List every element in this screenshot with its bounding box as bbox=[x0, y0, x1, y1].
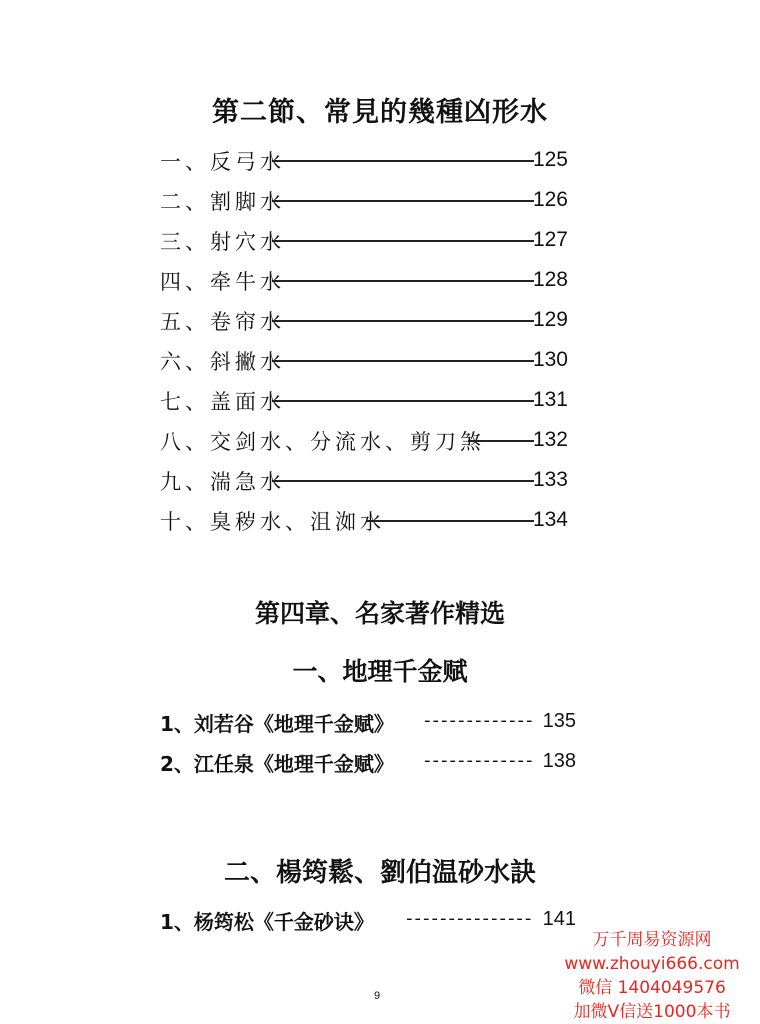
leader-line bbox=[272, 200, 534, 202]
toc-page: 127 bbox=[532, 228, 568, 251]
toc-label: 2、江任泉《地理千金赋》 bbox=[160, 752, 394, 776]
toc-row[interactable] bbox=[160, 426, 580, 456]
watermark-line: 万千周易资源网 bbox=[592, 930, 712, 950]
toc-row[interactable] bbox=[160, 906, 590, 936]
toc-label: 二、割脚水 bbox=[160, 190, 285, 214]
watermark-line: www.zhouyi666.com bbox=[564, 954, 740, 974]
page-number: 9 bbox=[374, 990, 381, 1002]
leader-line bbox=[272, 360, 534, 362]
toc-row[interactable] bbox=[160, 266, 580, 296]
leader-line bbox=[468, 440, 534, 442]
toc-label: 九、湍急水 bbox=[160, 470, 285, 494]
toc-row[interactable] bbox=[160, 306, 580, 336]
subsection-heading: 二、楊筠鬆、劉伯温砂水訣 bbox=[223, 858, 536, 888]
toc-page: 141 bbox=[542, 908, 576, 930]
toc-row[interactable] bbox=[160, 748, 590, 778]
toc-page: 135 bbox=[542, 710, 576, 732]
toc-page: 138 bbox=[542, 750, 576, 772]
toc-page: 133 bbox=[532, 468, 568, 491]
leader-line bbox=[272, 280, 534, 282]
toc-row[interactable] bbox=[160, 146, 580, 176]
dash-leader: ------------- bbox=[424, 750, 535, 771]
toc-label: 六、斜撇水 bbox=[160, 350, 285, 374]
toc-page: 128 bbox=[532, 268, 568, 291]
watermark bbox=[552, 928, 752, 1024]
toc-label: 1、杨筠松《千金砂诀》 bbox=[160, 910, 374, 934]
leader-line bbox=[272, 480, 534, 482]
toc-row[interactable] bbox=[160, 708, 590, 738]
toc-row[interactable] bbox=[160, 346, 580, 376]
toc-page: 125 bbox=[532, 148, 568, 171]
toc-label: 八、交剑水、分流水、剪刀煞 bbox=[160, 430, 485, 454]
watermark-line: 微信 1404049576 bbox=[578, 978, 726, 998]
leader-line bbox=[272, 240, 534, 242]
chapter-heading: 第四章、名家著作精选 bbox=[254, 599, 505, 628]
section-heading: 第二節、常見的幾種凶形水 bbox=[212, 97, 548, 128]
subsection-heading: 一、地理千金赋 bbox=[292, 657, 468, 686]
toc-label: 三、射穴水 bbox=[160, 230, 285, 254]
toc-row[interactable] bbox=[160, 466, 580, 496]
toc-label: 十、臭秽水、沮洳水 bbox=[160, 510, 385, 534]
toc-row[interactable] bbox=[160, 386, 580, 416]
dash-leader: ------------- bbox=[424, 710, 535, 731]
leader-line bbox=[272, 400, 534, 402]
dash-leader: --------------- bbox=[406, 908, 534, 929]
leader-line bbox=[272, 320, 534, 322]
toc-page: 134 bbox=[532, 508, 568, 531]
toc-label: 四、牵牛水 bbox=[160, 270, 285, 294]
toc-label: 五、卷帘水 bbox=[160, 310, 285, 334]
toc-row[interactable] bbox=[160, 506, 580, 536]
toc-page: 129 bbox=[532, 308, 568, 331]
toc-page: 130 bbox=[532, 348, 568, 371]
toc-row[interactable] bbox=[160, 226, 580, 256]
toc-row[interactable] bbox=[160, 186, 580, 216]
leader-line bbox=[272, 160, 534, 162]
watermark-line: 加微V信送1000本书 bbox=[573, 1002, 731, 1022]
toc-label: 一、反弓水 bbox=[160, 150, 285, 174]
toc-page: 131 bbox=[532, 388, 568, 411]
leader-line bbox=[366, 520, 534, 522]
toc-page: 132 bbox=[532, 428, 568, 451]
toc-label: 1、刘若谷《地理千金赋》 bbox=[160, 712, 394, 736]
toc-label: 七、盖面水 bbox=[160, 390, 285, 414]
toc-page: 126 bbox=[532, 188, 568, 211]
